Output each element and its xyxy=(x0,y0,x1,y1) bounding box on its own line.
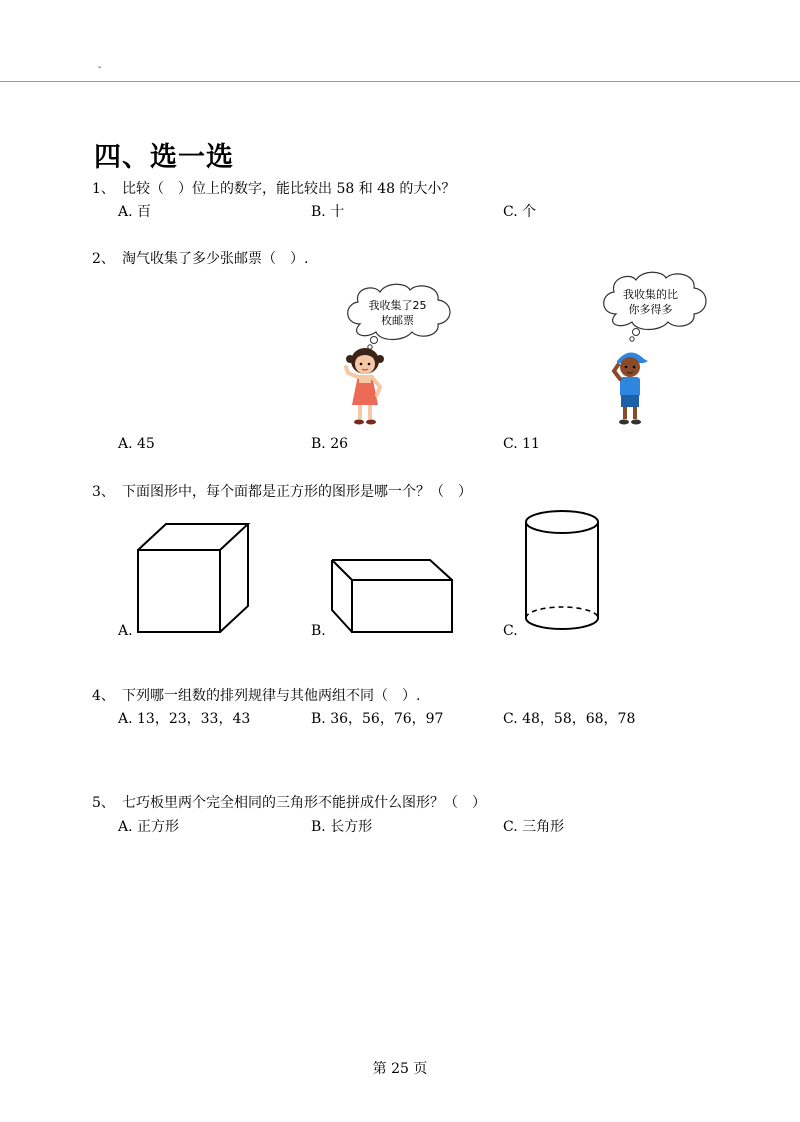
question-2 xyxy=(92,250,308,268)
question-text: 七巧板里两个完全相同的三角形不能拼成什么图形？（ ） xyxy=(122,795,486,811)
question-1 xyxy=(92,180,455,198)
option-c[interactable]: C. 11 xyxy=(503,436,540,452)
option-a[interactable]: A. 45 xyxy=(118,436,155,452)
girl-icon xyxy=(340,345,390,427)
option-a[interactable]: A. 正方形 xyxy=(118,819,180,835)
option-c[interactable]: C. 三角形 xyxy=(503,819,565,835)
cylinder-figure xyxy=(524,508,602,634)
cuboid-figure xyxy=(330,558,454,634)
question-4 xyxy=(92,687,420,705)
option-b[interactable]: B. 26 xyxy=(311,436,349,452)
cube-figure xyxy=(136,522,252,634)
header-divider xyxy=(0,81,800,82)
option-a[interactable]: A. 百 xyxy=(118,204,152,220)
option-c[interactable]: C. 个 xyxy=(503,204,537,220)
question-number: 3、 xyxy=(92,484,115,500)
option-a[interactable]: A. xyxy=(118,623,133,639)
option-b[interactable]: B. 长方形 xyxy=(311,819,373,835)
bubble-text-girl: 我收集了25 枚邮票 xyxy=(368,299,427,327)
question-text: 比较（ ）位上的数字，能比较出 58 和 48 的大小？ xyxy=(122,181,456,197)
option-c[interactable]: C. 48，58，68，78 xyxy=(503,711,636,727)
question-3 xyxy=(92,483,472,501)
boy-icon xyxy=(608,347,654,427)
option-a[interactable]: A. 13，23，33，43 xyxy=(118,711,251,727)
page-number: 第 25 页 xyxy=(372,1061,428,1077)
question-number: 4、 xyxy=(92,688,115,704)
question-number: 5、 xyxy=(92,795,115,811)
option-c[interactable]: C. xyxy=(503,623,518,639)
question-number: 1、 xyxy=(92,181,115,197)
option-b[interactable]: B. 36，56，76，97 xyxy=(311,711,444,727)
option-b[interactable]: B. xyxy=(311,623,326,639)
question-number: 2、 xyxy=(92,251,115,267)
question-5 xyxy=(92,794,486,812)
option-b[interactable]: B. 十 xyxy=(311,204,345,220)
question-text: 下列哪一组数的排列规律与其他两组不同（ ）. xyxy=(122,688,421,704)
question-text: 淘气收集了多少张邮票（ ）. xyxy=(122,251,309,267)
header-mark: - xyxy=(98,62,102,73)
question-text: 下面图形中，每个面都是正方形的图形是哪一个？（ ） xyxy=(122,484,472,500)
section-title: 四、选一选 xyxy=(94,142,234,173)
bubble-text-boy: 我收集的比 你多得多 xyxy=(623,288,678,316)
